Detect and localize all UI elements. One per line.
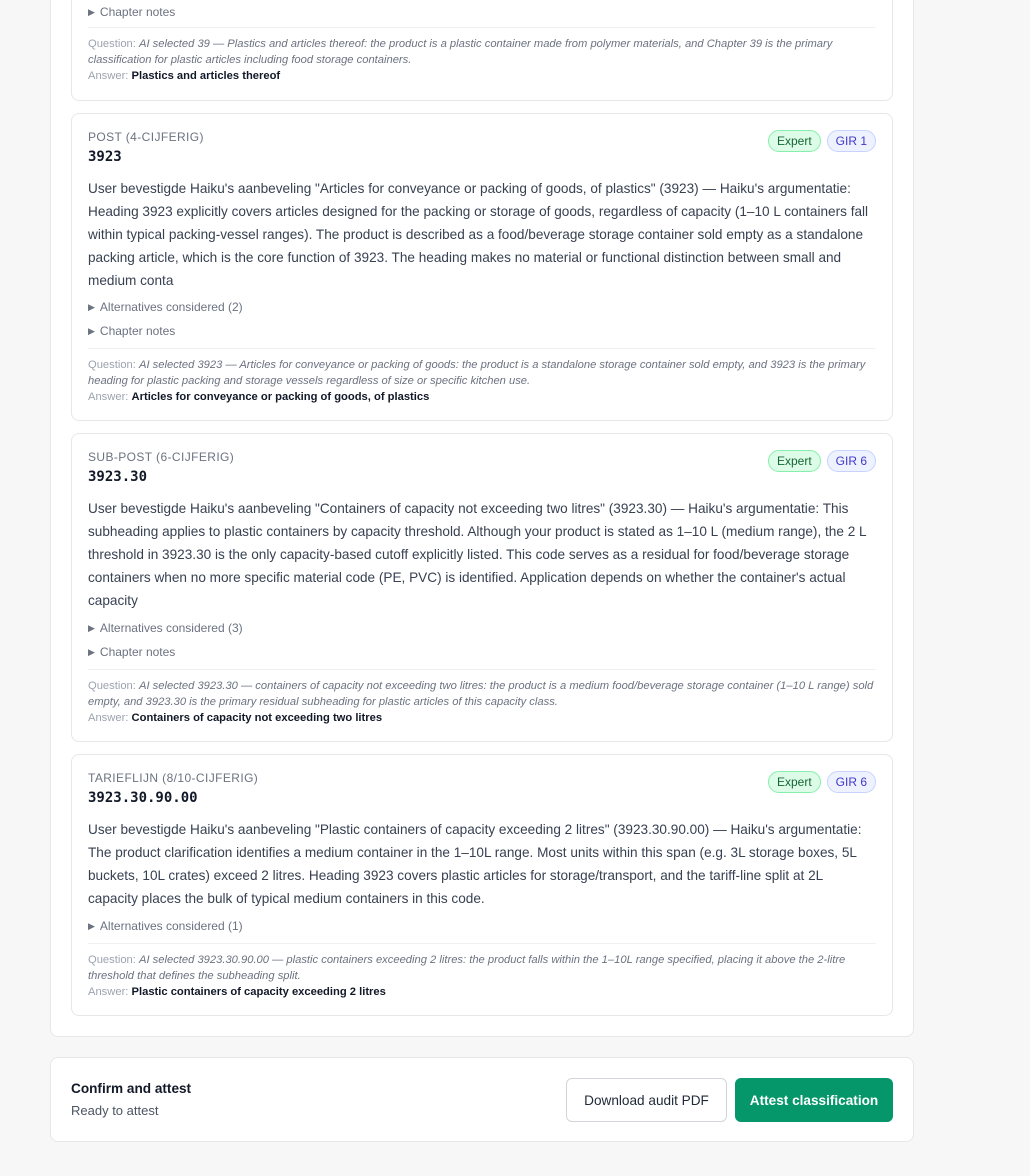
alternatives-toggle[interactable] [88,300,243,314]
answer-text: Plastics and articles thereof [131,70,281,82]
caret-right-icon: ▶ [88,622,95,633]
question-text: AI selected 39 — Plastics and articles thereof: the product is a plastic container made from polymer materials, and Chapter 39 is the primary classification for plastic articles including food storage containers. [88,38,833,66]
chapter-notes-toggle[interactable] [88,645,175,659]
caret-right-icon: ▶ [88,301,95,312]
question-label: Question: [88,359,136,371]
question-answer [88,348,876,405]
code-value: 3923.30.90.00 [88,790,198,806]
chapter-notes-label: Chapter notes [99,5,176,19]
level-label: TARIEFLIJN (8/10-CIJFERIG) [88,771,259,785]
level-label: SUB-POST (6-CIJFERIG) [88,450,235,464]
answer-text: Containers of capacity not exceeding two litres [131,712,383,724]
level-label: POST (4-CIJFERIG) [88,130,204,144]
rationale-text: User bevestigde Haiku's aanbeveling "Containers of capacity not exceeding two litres" (3923.30) — Haiku's argumentatie: This subheading applies to plastic containers by capacity threshold. Although your product is stated as 1–10 L (medium range), the 2 L threshold in 3923.30 is the only capacity-based cutoff explicitly listed. This code serves as a residual for food/beverage storage containers when no more specific material code (PE, PVC) is identified. Application depends on whether the container's actual capacity [88,501,867,608]
question-answer [88,943,876,1000]
attest-classification-button[interactable]: Attest classification [735,1078,893,1122]
caret-right-icon: ▶ [88,646,95,657]
gir-badge: GIR 1 [827,130,876,152]
code-value: 3923 [88,149,122,165]
question-answer [88,669,876,726]
badge-group [768,130,876,152]
rationale-text: User bevestigde Haiku's aanbeveling "Articles for conveyance or packing of goods, of plastics" (3923) — Haiku's argumentatie: Heading 3923 explicitly covers articles designed for the packing or storage of goods, regardless of capacity (1–10 L containers fall within typical packing-vessel ranges). The product is described as a food/beverage storage container sold empty as a standalone packing article, which is the core function of 3923. The heading makes no material or functional distinction between small and medium conta [88,181,869,288]
answer-label: Answer: [88,986,129,998]
expert-badge: Expert [768,450,821,472]
chapter-notes-toggle[interactable] [88,324,175,338]
question-answer [88,27,876,84]
chapter-notes-toggle[interactable] [88,5,175,19]
alternatives-toggle[interactable] [88,919,243,933]
answer-label: Answer: [88,391,129,403]
caret-right-icon: ▶ [88,920,95,931]
question-text: AI selected 3923 — Articles for conveyance or packing of goods: the product is a standalone storage container sold empty, and 3923 is the primary heading for plastic packing and storage vessels regardless of size or specific kitchen use. [88,359,866,387]
alternatives-label: Alternatives considered (1) [99,919,243,933]
question-label: Question: [88,680,136,692]
answer-label: Answer: [88,712,129,724]
caret-right-icon: ▶ [88,6,95,17]
question-label: Question: [88,954,136,966]
badge-group [768,450,876,472]
question-text: AI selected 3923.30.90.00 — plastic containers exceeding 2 litres: the product falls within the 1–10L range specified, placing it above the 2-litre threshold that defines the subheading split. [88,954,846,982]
question-label: Question: [88,38,136,50]
gir-badge: GIR 6 [827,450,876,472]
chapter-notes-label: Chapter notes [99,324,176,338]
subheading-card [71,433,893,742]
alternatives-label: Alternatives considered (3) [99,621,243,635]
code-value: 3923.30 [88,469,148,485]
alternatives-label: Alternatives considered (2) [99,300,243,314]
download-audit-pdf-button[interactable]: Download audit PDF [566,1078,727,1122]
answer-label: Answer: [88,70,129,82]
alternatives-toggle[interactable] [88,621,243,635]
badge-group [768,771,876,793]
answer-text: Articles for conveyance or packing of goods, of plastics [131,391,430,403]
chapter-notes-label: Chapter notes [99,645,176,659]
chapter-card [71,0,893,101]
attest-panel [50,1057,914,1142]
caret-right-icon: ▶ [88,325,95,336]
gir-badge: GIR 6 [827,771,876,793]
rationale-text: User bevestigde Haiku's aanbeveling "Plastic containers of capacity exceeding 2 litres" (3923.30.90.00) — Haiku's argumentatie: The product clarification identifies a medium container in the 1–10L range. Most units within this span (e.g. 3L storage boxes, 5L buckets, 10L crates) exceed 2 litres. Heading 3923 covers plastic articles for storage/transport, and the tariff-line split at 2L capacity places the bulk of typical medium containers in this code. [88,822,862,906]
answer-text: Plastic containers of capacity exceeding 2 litres [131,986,386,998]
attest-status: Ready to attest [71,1103,159,1118]
attest-title: Confirm and attest [71,1081,192,1096]
question-text: AI selected 3923.30 — containers of capacity not exceeding two litres: the product is a medium food/beverage storage container (1–10 L range) sold empty, and 3923.30 is the primary residual subheading for plastic articles of this capacity class. [88,680,874,708]
tariff-line-card [71,754,893,1016]
expert-badge: Expert [768,771,821,793]
expert-badge: Expert [768,130,821,152]
heading-card [71,113,893,421]
